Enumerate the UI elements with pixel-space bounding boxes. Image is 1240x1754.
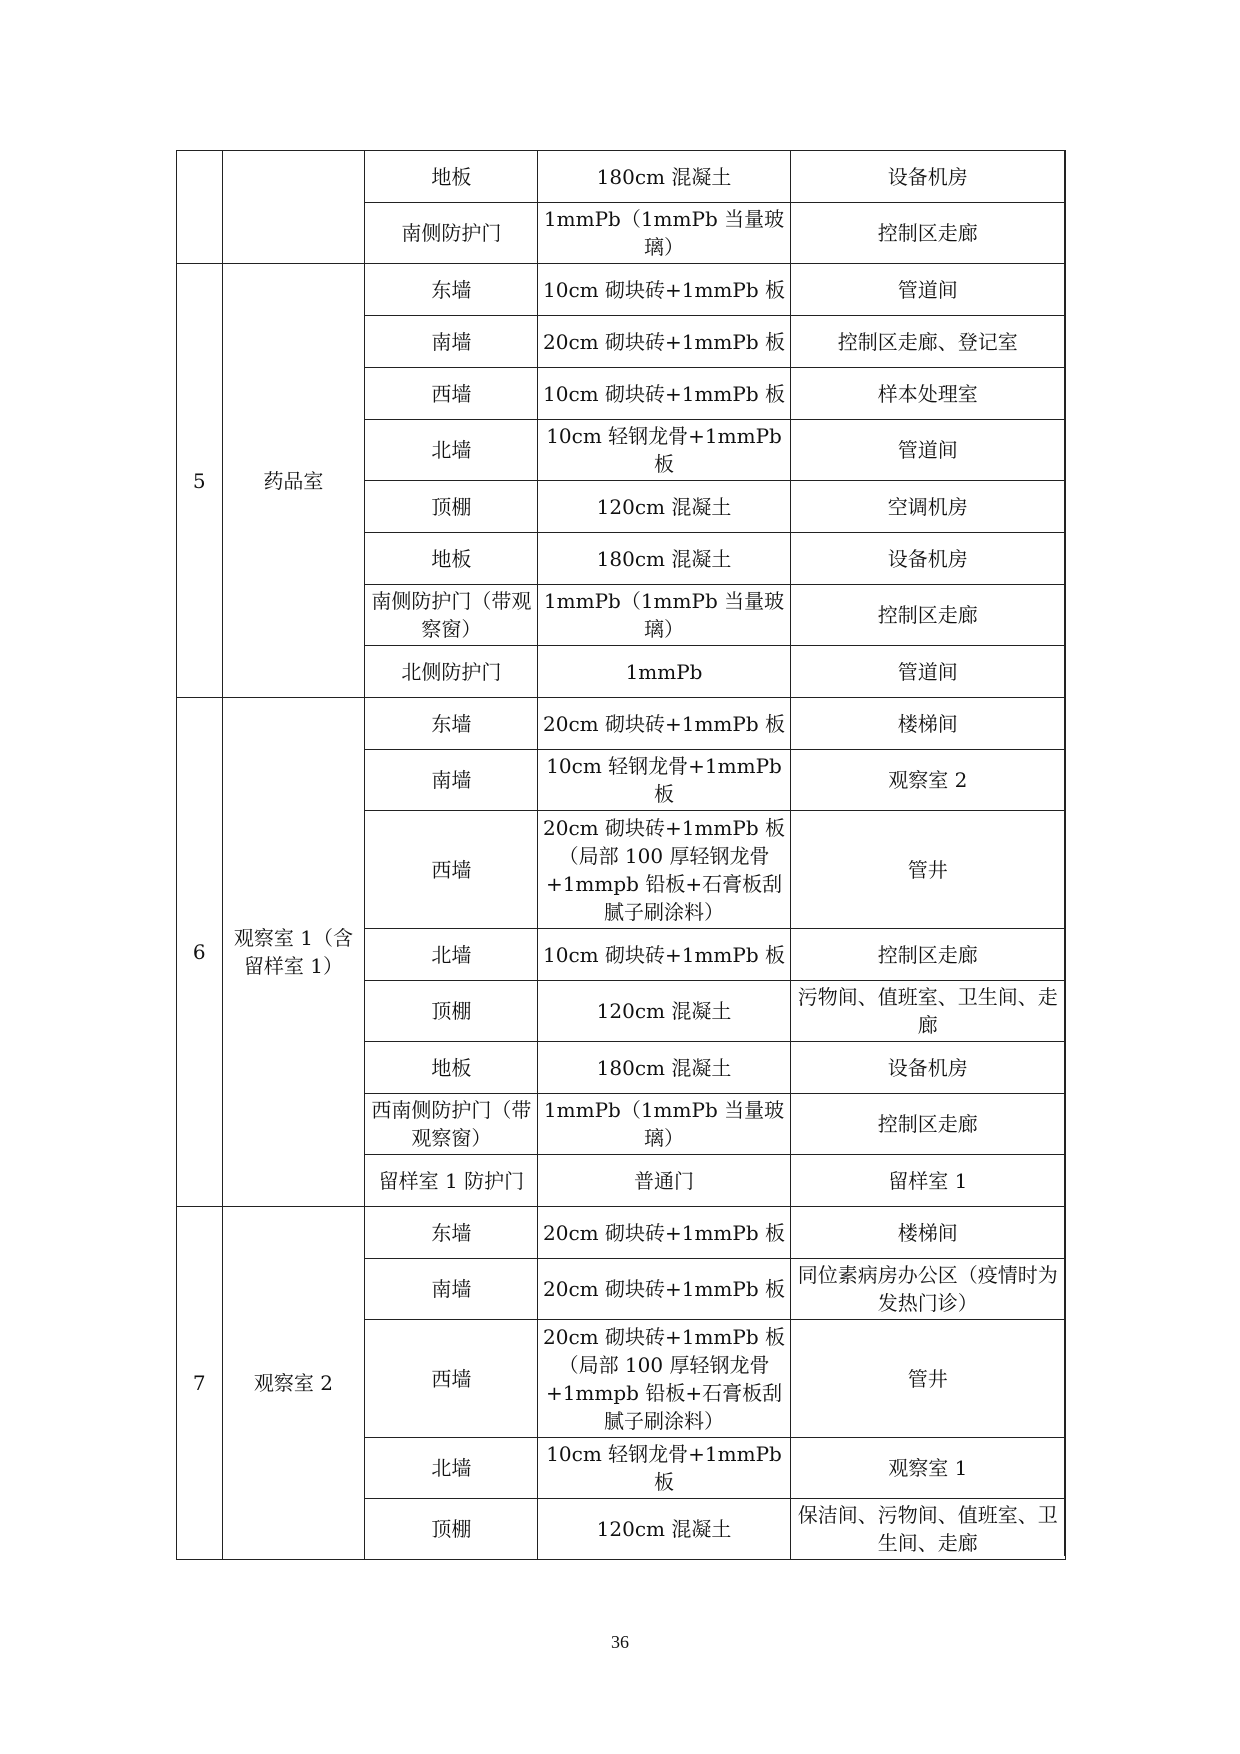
material-cell: 1mmPb（1mmPb 当量玻璃） bbox=[538, 585, 790, 646]
adjacent-area-cell: 管道间 bbox=[790, 420, 1065, 481]
row-number-cell: 6 bbox=[177, 698, 223, 1207]
material-cell: 10cm 砌块砖+1mmPb 板 bbox=[538, 929, 790, 981]
material-cell: 10cm 轻钢龙骨+1mmPb 板 bbox=[538, 750, 790, 811]
position-cell: 北墙 bbox=[365, 1438, 538, 1499]
material-cell: 1mmPb（1mmPb 当量玻璃） bbox=[538, 1094, 790, 1155]
position-cell: 地板 bbox=[365, 1042, 538, 1094]
material-cell: 10cm 轻钢龙骨+1mmPb 板 bbox=[538, 1438, 790, 1499]
adjacent-area-cell: 楼梯间 bbox=[790, 698, 1065, 750]
material-cell: 120cm 混凝土 bbox=[538, 481, 790, 533]
room-name-cell: 药品室 bbox=[222, 264, 365, 698]
material-cell: 180cm 混凝土 bbox=[538, 1042, 790, 1094]
adjacent-area-cell: 控制区走廊、登记室 bbox=[790, 316, 1065, 368]
material-cell: 20cm 砌块砖+1mmPb 板 bbox=[538, 1259, 790, 1320]
adjacent-area-cell: 控制区走廊 bbox=[790, 203, 1065, 264]
material-cell: 180cm 混凝土 bbox=[538, 533, 790, 585]
material-cell: 10cm 砌块砖+1mmPb 板 bbox=[538, 368, 790, 420]
material-cell: 1mmPb bbox=[538, 646, 790, 698]
position-cell: 南墙 bbox=[365, 750, 538, 811]
material-cell: 180cm 混凝土 bbox=[538, 151, 790, 203]
material-cell: 20cm 砌块砖+1mmPb 板（局部 100 厚轻钢龙骨+1mmpb 铅板+石膏板刮腻子刷涂料） bbox=[538, 811, 790, 929]
room-name-cell bbox=[222, 151, 365, 264]
position-cell: 北墙 bbox=[365, 929, 538, 981]
adjacent-area-cell: 设备机房 bbox=[790, 533, 1065, 585]
material-cell: 普通门 bbox=[538, 1155, 790, 1207]
adjacent-area-cell: 楼梯间 bbox=[790, 1207, 1065, 1259]
adjacent-area-cell: 观察室 2 bbox=[790, 750, 1065, 811]
adjacent-area-cell: 设备机房 bbox=[790, 1042, 1065, 1094]
position-cell: 南墙 bbox=[365, 1259, 538, 1320]
position-cell: 东墙 bbox=[365, 1207, 538, 1259]
adjacent-area-cell: 控制区走廊 bbox=[790, 929, 1065, 981]
position-cell: 顶棚 bbox=[365, 481, 538, 533]
row-number-cell bbox=[177, 151, 223, 264]
adjacent-area-cell: 空调机房 bbox=[790, 481, 1065, 533]
adjacent-area-cell: 样本处理室 bbox=[790, 368, 1065, 420]
table-outer-right-rule bbox=[1064, 150, 1068, 1556]
position-cell: 顶棚 bbox=[365, 981, 538, 1042]
material-cell: 20cm 砌块砖+1mmPb 板 bbox=[538, 316, 790, 368]
material-cell: 1mmPb（1mmPb 当量玻璃） bbox=[538, 203, 790, 264]
position-cell: 北侧防护门 bbox=[365, 646, 538, 698]
position-cell: 南墙 bbox=[365, 316, 538, 368]
material-cell: 20cm 砌块砖+1mmPb 板 bbox=[538, 698, 790, 750]
material-cell: 10cm 砌块砖+1mmPb 板 bbox=[538, 264, 790, 316]
table-row bbox=[177, 264, 1066, 316]
position-cell: 地板 bbox=[365, 533, 538, 585]
position-cell: 南侧防护门 bbox=[365, 203, 538, 264]
position-cell: 北墙 bbox=[365, 420, 538, 481]
adjacent-area-cell: 保洁间、污物间、值班室、卫生间、走廊 bbox=[790, 1499, 1065, 1560]
adjacent-area-cell: 留样室 1 bbox=[790, 1155, 1065, 1207]
material-cell: 20cm 砌块砖+1mmPb 板（局部 100 厚轻钢龙骨+1mmpb 铅板+石膏板刮腻子刷涂料） bbox=[538, 1320, 790, 1438]
adjacent-area-cell: 设备机房 bbox=[790, 151, 1065, 203]
position-cell: 西南侧防护门（带观察窗） bbox=[365, 1094, 538, 1155]
material-cell: 20cm 砌块砖+1mmPb 板 bbox=[538, 1207, 790, 1259]
adjacent-area-cell: 管井 bbox=[790, 1320, 1065, 1438]
position-cell: 留样室 1 防护门 bbox=[365, 1155, 538, 1207]
adjacent-area-cell: 管井 bbox=[790, 811, 1065, 929]
position-cell: 地板 bbox=[365, 151, 538, 203]
material-cell: 10cm 轻钢龙骨+1mmPb 板 bbox=[538, 420, 790, 481]
row-number-cell: 5 bbox=[177, 264, 223, 698]
room-name-cell: 观察室 2 bbox=[222, 1207, 365, 1560]
position-cell: 西墙 bbox=[365, 368, 538, 420]
material-cell: 120cm 混凝土 bbox=[538, 981, 790, 1042]
adjacent-area-cell: 观察室 1 bbox=[790, 1438, 1065, 1499]
page-number: 36 bbox=[611, 1632, 629, 1652]
position-cell: 东墙 bbox=[365, 264, 538, 316]
adjacent-area-cell: 控制区走廊 bbox=[790, 585, 1065, 646]
position-cell: 南侧防护门（带观察窗） bbox=[365, 585, 538, 646]
position-cell: 东墙 bbox=[365, 698, 538, 750]
adjacent-area-cell: 管道间 bbox=[790, 646, 1065, 698]
material-cell: 120cm 混凝土 bbox=[538, 1499, 790, 1560]
shielding-table bbox=[176, 150, 1066, 1560]
adjacent-area-cell: 控制区走廊 bbox=[790, 1094, 1065, 1155]
table-row bbox=[177, 698, 1066, 750]
position-cell: 顶棚 bbox=[365, 1499, 538, 1560]
table-row bbox=[177, 151, 1066, 203]
adjacent-area-cell: 污物间、值班室、卫生间、走廊 bbox=[790, 981, 1065, 1042]
room-name-cell: 观察室 1（含留样室 1） bbox=[222, 698, 365, 1207]
table-row bbox=[177, 1207, 1066, 1259]
row-number-cell: 7 bbox=[177, 1207, 223, 1560]
adjacent-area-cell: 同位素病房办公区（疫情时为发热门诊） bbox=[790, 1259, 1065, 1320]
position-cell: 西墙 bbox=[365, 1320, 538, 1438]
adjacent-area-cell: 管道间 bbox=[790, 264, 1065, 316]
position-cell: 西墙 bbox=[365, 811, 538, 929]
